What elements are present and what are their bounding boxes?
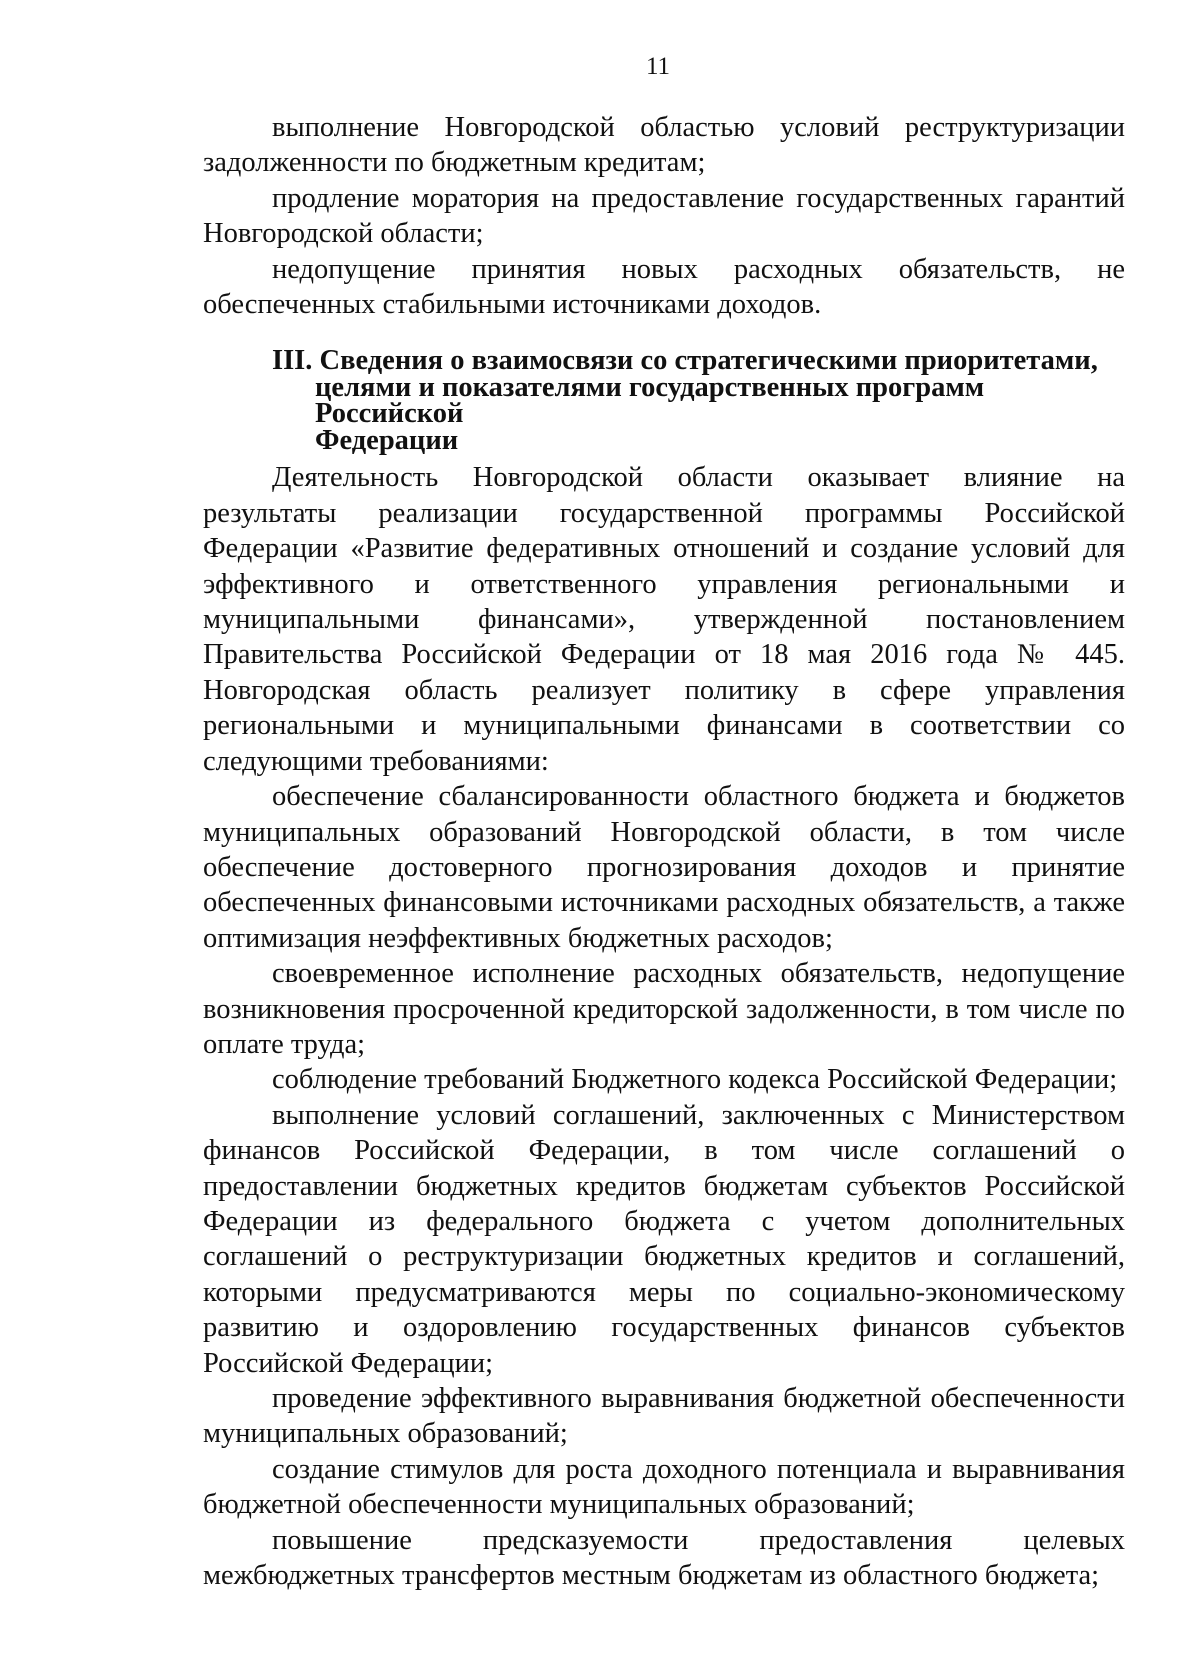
paragraph: соблюдение требований Бюджетного кодекса Российской Федерации;: [272, 1064, 1118, 1096]
paragraph: создание стимулов для роста доходного потенциала и выравнивания бюджетной обеспеченности муниципальных образований;: [203, 1453, 1125, 1521]
paragraph: Деятельность Новгородской области оказывает влияние на результаты реализации государственной программы Российской Федерации «Развитие федеративных отношений и создание условий для эффективного и ответственного управления региональными и муниципальными финансами», утвержденной постановлением Правительства Российской Федерации от 18 мая 2016 года № 445. Новгородская область реализует политику в сфере управления региональными и муниципальными финансами в соответствии со следующими требованиями:: [203, 462, 1125, 777]
section-heading-line: Федерации: [315, 424, 459, 456]
paragraph: проведение эффективного выравнивания бюджетной обеспеченности муниципальных образований;: [203, 1383, 1125, 1450]
paragraph: выполнение Новгородской областью условий реструктуризации задолженности по бюджетным кредитам;: [203, 112, 1125, 179]
page-number: 11: [645, 53, 671, 80]
paragraph: повышение предсказуемости предоставления целевых межбюджетных трансфертов местным бюджетам из областного бюджета;: [203, 1524, 1125, 1592]
section-heading-line: III. Сведения о взаимосвязи со стратегическими приоритетами,: [272, 345, 1098, 377]
paragraph: обеспечение сбалансированности областного бюджета и бюджетов муниципальных образований Новгородской области, в том числе обеспечение достоверного прогнозирования доходов и принятие обеспеченных финансовыми источниками расходных обязательств, а также оптимизация неэффективных бюджетных расходов;: [203, 781, 1125, 954]
paragraph: выполнение условий соглашений, заключенных с Министерством финансов Российской Федерации, в том числе соглашений о предоставлении бюджетных кредитов бюджетам субъектов Российской Федерации из федерального бюджета с учетом дополнительных соглашений о реструктуризации бюджетных кредитов и соглашений, которыми предусматриваются меры по социально-экономическому развитию и оздоровлению государственных финансов субъектов Российской Федерации;: [203, 1099, 1125, 1379]
document-body: [203, 110, 1125, 1593]
paragraph: своевременное исполнение расходных обязательств, недопущение возникновения просроченной кредиторской задолженности, в том числе по оплате труда;: [203, 958, 1125, 1060]
section-heading-line: целями и показателями государственных программ Российской: [315, 371, 985, 430]
paragraph: продление моратория на предоставление государственных гарантий Новгородской области;: [203, 182, 1125, 250]
paragraph: недопущение принятия новых расходных обязательств, не обеспеченных стабильными источниками доходов.: [203, 253, 1125, 321]
section-heading: [203, 345, 1125, 456]
